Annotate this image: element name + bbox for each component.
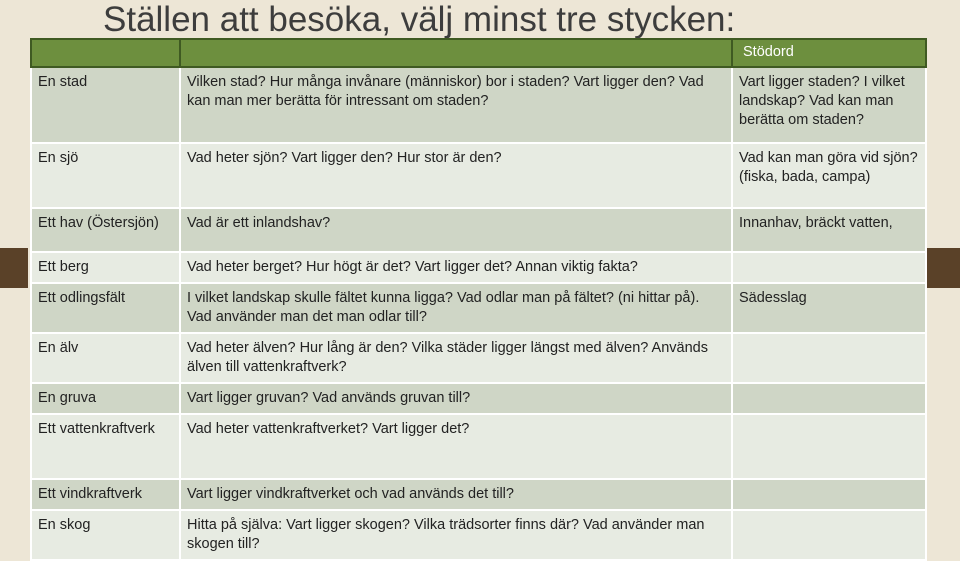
table-row xyxy=(31,414,926,479)
header-cell-hints: Stödord xyxy=(732,39,926,67)
table-row xyxy=(31,510,926,560)
place-cell: En gruva xyxy=(31,383,180,414)
questions-cell: I vilket landskap skulle fältet kunna ligga? Vad odlar man på fältet? (ni hittar på). Vad använder man det man odlar till? xyxy=(180,283,732,333)
wood-strip-right xyxy=(926,248,960,288)
hints-cell: Vad kan man göra vid sjön? (fiska, bada, campa) xyxy=(732,143,926,208)
table-header-row xyxy=(31,39,926,67)
questions-cell: Vart ligger vindkraftverket och vad används det till? xyxy=(180,479,732,510)
place-cell: En stad xyxy=(31,67,180,143)
hints-cell xyxy=(732,510,926,560)
place-cell: Ett berg xyxy=(31,252,180,283)
hints-cell xyxy=(732,479,926,510)
questions-cell: Vad är ett inlandshav? xyxy=(180,208,732,252)
place-cell: Ett vindkraftverk xyxy=(31,479,180,510)
hints-cell xyxy=(732,252,926,283)
questions-cell: Vilken stad? Hur många invånare (människor) bor i staden? Vart ligger den? Vad kan man mer berätta för intressant om staden? xyxy=(180,67,732,143)
table-row xyxy=(31,143,926,208)
header-cell-place xyxy=(31,39,180,67)
questions-cell: Vad heter älven? Hur lång är den? Vilka städer ligger längst med älven? Används älven till vattenkraftverk? xyxy=(180,333,732,383)
table-row xyxy=(31,67,926,143)
place-cell: En älv xyxy=(31,333,180,383)
table-row xyxy=(31,479,926,510)
page-title: Ställen att besöka, välj minst tre stycken: xyxy=(103,0,736,39)
places-table xyxy=(30,38,927,561)
header-cell-questions xyxy=(180,39,732,67)
questions-cell: Hitta på själva: Vart ligger skogen? Vilka trädsorter finns där? Vad använder man skogen till? xyxy=(180,510,732,560)
table-row xyxy=(31,208,926,252)
hints-cell: Sädesslag xyxy=(732,283,926,333)
table-row xyxy=(31,283,926,333)
hints-cell xyxy=(732,383,926,414)
place-cell: Ett hav (Östersjön) xyxy=(31,208,180,252)
place-cell: En sjö xyxy=(31,143,180,208)
questions-cell: Vad heter vattenkraftverket? Vart ligger det? xyxy=(180,414,732,479)
table-row xyxy=(31,252,926,283)
hints-cell xyxy=(732,333,926,383)
place-cell: En skog xyxy=(31,510,180,560)
hints-cell xyxy=(732,414,926,479)
questions-cell: Vad heter sjön? Vart ligger den? Hur stor är den? xyxy=(180,143,732,208)
questions-cell: Vad heter berget? Hur högt är det? Vart ligger det? Annan viktig fakta? xyxy=(180,252,732,283)
hints-cell: Innanhav, bräckt vatten, xyxy=(732,208,926,252)
hints-cell: Vart ligger staden? I vilket landskap? Vad kan man berätta om staden? xyxy=(732,67,926,143)
table-row xyxy=(31,333,926,383)
place-cell: Ett vattenkraftverk xyxy=(31,414,180,479)
place-cell: Ett odlingsfält xyxy=(31,283,180,333)
table-row xyxy=(31,383,926,414)
questions-cell: Vart ligger gruvan? Vad används gruvan till? xyxy=(180,383,732,414)
wood-strip-left xyxy=(0,248,28,288)
